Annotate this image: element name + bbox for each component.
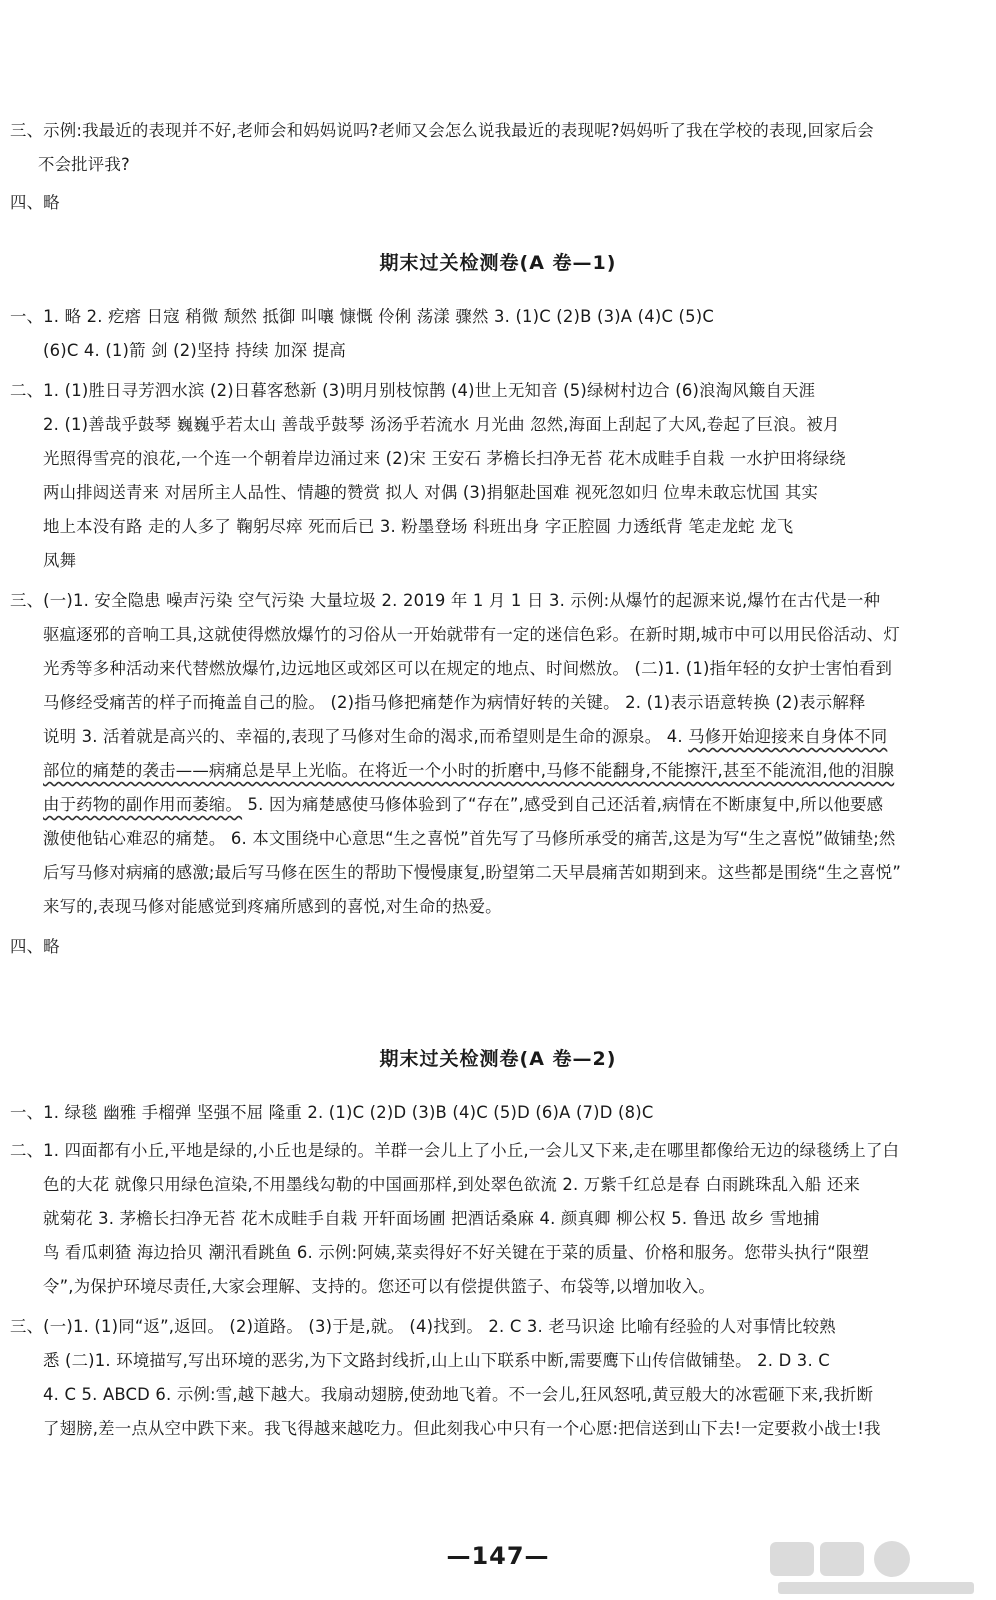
s1-q3-line5-marked: 马修开始迎接来自身体不同 [688, 727, 888, 746]
s1-q3-line5 [10, 720, 982, 754]
s1-q1-line1: 一、1. 略 2. 疙瘩 日寇 稍微 颓然 抵御 叫嚷 慷慨 伶俐 荡漾 骤然 3. (1)C (2)B (3)A (4)C (5)C [10, 307, 714, 326]
section1-title: 期末过关检测卷(A 卷—1) [379, 252, 617, 274]
s1-q3-line5-text: 说明 3. 活着就是高兴的、幸福的,表现了马修对生命的渴求,而希望则是生命的源泉。 4. [43, 727, 689, 746]
s1-q2-line3: 光照得雪亮的浪花,一个连一个朝着岸边涌过来 (2)宋 王安石 茅檐长扫净无苔 花木成畦手自栽 一水护田将绿绕 [43, 449, 846, 468]
s1-q2-line4: 两山排闼送青来 对居所主人品性、情趣的赞赏 拟人 对偶 (3)捐躯赴国难 视死忽如归 位卑未敢忘忧国 其实 [43, 483, 819, 502]
prev-q4: 四、略 [10, 193, 60, 212]
s1-q3-line1: 三、(一)1. 安全隐患 噪声污染 空气污染 大量垃圾 2. 2019 年 1 月 1 日 3. 示例:从爆竹的起源来说,爆竹在古代是一种 [10, 591, 881, 610]
s1-q2-line6: 凤舞 [43, 551, 77, 570]
s2-q3-line2: 悉 (二)1. 环境描写,写出环境的恶劣,为下文路封线折,山上山下联系中断,需要鹰下山传信做铺垫。 2. D 3. C [43, 1351, 830, 1370]
s2-q3-line1: 三、(一)1. (1)同“返”,返回。 (2)道路。 (3)于是,就。 (4)找到。 2. C 3. 老马识途 比喻有经验的人对事情比较熟 [10, 1317, 836, 1336]
s1-q3-line8: 激使他钻心难忍的痛楚。 6. 本文围绕中心意思“生之喜悦”首先写了马修所承受的痛苦,这是为写“生之喜悦”做铺垫;然 [43, 829, 896, 848]
prev-q3-line2: 不会批评我? [38, 155, 130, 174]
s2-q2-line1: 二、1. 四面都有小丘,平地是绿的,小丘也是绿的。羊群一会儿上了小丘,一会儿又下来,走在哪里都像给无边的绿毯绣上了白 [10, 1141, 900, 1160]
s2-q2-line2: 色的大花 就像只用绿色渲染,不用墨线勾勒的中国画那样,到处翠色欲流 2. 万紫千红总是春 白雨跳珠乱入船 还来 [43, 1175, 861, 1194]
s2-q1: 一、1. 绿毯 幽雅 手榴弹 坚强不屈 隆重 2. (1)C (2)D (3)B (4)C (5)D (6)A (7)D (8)C [10, 1103, 654, 1122]
watermark-block-2 [820, 1542, 864, 1576]
s1-q2-line2: 2. (1)善哉乎鼓琴 巍巍乎若太山 善哉乎鼓琴 汤汤乎若流水 月光曲 忽然,海面上刮起了大风,卷起了巨浪。被月 [43, 415, 840, 434]
s1-q3-line3: 光秀等多种活动来代替燃放爆竹,边远地区或郊区可以在规定的地点、时间燃放。 (二)1. (1)指年轻的女护士害怕看到 [43, 659, 893, 678]
section2-title: 期末过关检测卷(A 卷—2) [379, 1048, 617, 1070]
s2-q3-line4: 了翅膀,差一点从空中跌下来。我飞得越来越吃力。但此刻我心中只有一个心愿:把信送到山下去!一定要救小战士!我 [43, 1419, 881, 1438]
watermark-logo [768, 1538, 982, 1598]
s2-q2-line3: 就菊花 3. 茅檐长扫净无苔 花木成畦手自栽 开轩面场圃 把酒话桑麻 4. 颜真卿 柳公权 5. 鲁迅 故乡 雪地捕 [43, 1209, 820, 1228]
s1-q3-line9: 后写马修对病痛的感激;最后写马修在医生的帮助下慢慢康复,盼望第二天早晨痛苦如期到来。这些都是围绕“生之喜悦” [43, 863, 902, 882]
page-number: —147— [446, 1542, 550, 1570]
watermark-circle [874, 1541, 910, 1577]
s1-q3-line7 [10, 788, 982, 822]
s1-q3-line10: 来写的,表现马修对能感觉到疼痛所感到的喜悦,对生命的热爱。 [43, 897, 502, 916]
s2-q3-line3: 4. C 5. ABCD 6. 示例:雪,越下越大。我扇动翅膀,使劲地飞着。不一会儿,狂风怒吼,黄豆般大的冰雹砸下来,我折断 [43, 1385, 874, 1404]
section2-body [10, 1096, 982, 1446]
s1-q3-line7-text: 5. 因为痛楚感使马修体验到了“存在”,感受到自己还活着,病情在不断康复中,所以他要感 [242, 795, 884, 814]
s1-q3-line4: 马修经受痛苦的样子而掩盖自己的脸。 (2)指马修把痛楚作为病情好转的关键。 2. (1)表示语意转换 (2)表示解释 [43, 693, 866, 712]
s1-q3-line2: 驱瘟逐邪的音响工具,这就使得燃放爆竹的习俗从一开始就带有一定的迷信色彩。在新时期,城市中可以用民俗活动、灯 [43, 625, 900, 644]
watermark-url-bar [778, 1582, 974, 1594]
s1-q3-line6-marked: 部位的痛楚的袭击——病痛总是早上光临。在将近一个小时的折磨中,马修不能翻身,不能擦汗,甚至不能流泪,他的泪腺 [43, 761, 895, 780]
section1-body [10, 300, 982, 964]
watermark-block-1 [770, 1542, 814, 1576]
s2-q2-line5: 令”,为保护环境尽责任,大家会理解、支持的。您还可以有偿提供篮子、布袋等,以增加收入。 [43, 1277, 715, 1296]
s1-q4: 四、略 [10, 937, 60, 956]
s1-q2-line5: 地上本没有路 走的人多了 鞠躬尽瘁 死而后已 3. 粉墨登场 科班出身 字正腔圆 力透纸背 笔走龙蛇 龙飞 [43, 517, 794, 536]
s1-q1-line2: (6)C 4. (1)箭 剑 (2)坚持 持续 加深 提高 [43, 341, 346, 360]
s2-q2-line4: 鸟 看瓜刺猹 海边拾贝 潮汛看跳鱼 6. 示例:阿姨,菜卖得好不好关键在于菜的质量、价格和服务。您带头执行“限塑 [43, 1243, 870, 1262]
prev-section [10, 114, 982, 220]
s1-q2-line1: 二、1. (1)胜日寻芳泗水滨 (2)日暮客愁新 (3)明月别枝惊鹊 (4)世上无知音 (5)绿树村边合 (6)浪淘风簸自天涯 [10, 381, 816, 400]
s1-q3-line6 [10, 754, 982, 788]
s1-q3-line7-marked: 由于药物的副作用而萎缩。 [43, 795, 243, 814]
prev-q3-line1: 三、示例:我最近的表现并不好,老师会和妈妈说吗?老师又会怎么说我最近的表现呢?妈妈听了我在学校的表现,回家后会 [10, 121, 874, 140]
